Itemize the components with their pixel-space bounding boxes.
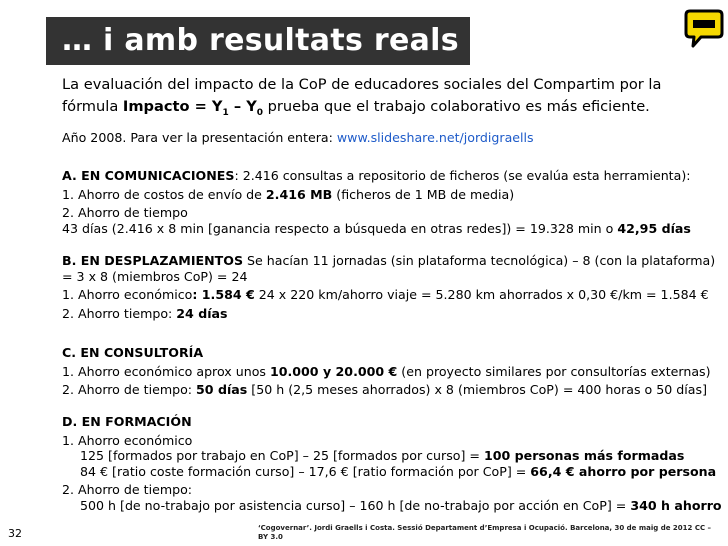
- intro-text: fórmula: [62, 98, 123, 115]
- footer-credit: ‘Cogovernar’. Jordi Graells i Costa. Sessió Departament d’Empresa i Ocupació. Barcelona, 30 de maig de 2012 CC – BY 3.0: [258, 524, 712, 541]
- section-d-heading: [62, 414, 722, 430]
- formula-subscript: 0: [256, 107, 264, 118]
- item-text: (en proyecto similares por consultorías externas): [397, 363, 711, 379]
- section-b-item-2: [62, 306, 715, 322]
- section-a-item-2: 2. Ahorro de tiempo: [62, 205, 188, 220]
- item-text: 1. Ahorro de costos de envío de: [62, 186, 266, 202]
- section-d-item-2: 2. Ahorro de tiempo:: [62, 482, 193, 497]
- speech-bubble-icon: [684, 8, 724, 50]
- slide-number: 32: [8, 527, 22, 540]
- section-c-heading: [62, 345, 711, 361]
- item-text: 1. Ahorro económico aprox unos: [62, 363, 270, 379]
- section-heading: D. EN FORMACIÓN: [62, 414, 192, 429]
- year-line: [62, 130, 534, 146]
- year-text: Año 2008. Para ver la presentación entera:: [62, 130, 337, 145]
- item-text: 2. Ahorro tiempo:: [62, 305, 177, 321]
- section-d-item-1-line-2: [62, 448, 722, 464]
- item-text: 125 [formados por trabajo en CoP] – 25 [formados por curso] =: [80, 448, 484, 463]
- section-b-heading: [62, 253, 715, 269]
- intro-line-2: [62, 96, 722, 124]
- section-d-item-1: 1. Ahorro económico: [62, 432, 193, 448]
- formula-part: – Y: [228, 98, 257, 115]
- formula: [122, 98, 264, 118]
- item-text: 24 x 220 km/ahorro viaje = 5.280 km ahorrados x 0,30 €/km = 1.584 €: [254, 287, 709, 302]
- item-value: 10.000 y 20.000 €: [269, 363, 398, 379]
- item-value: 66,4 € ahorro por persona: [530, 463, 717, 479]
- item-text: 1. Ahorro económico: [62, 287, 193, 302]
- item-text: 2. Ahorro de tiempo:: [62, 382, 197, 397]
- section-b-line-2: = 3 x 8 (miembros CoP) = 24: [62, 268, 248, 284]
- section-b: [62, 253, 715, 321]
- item-text: (ficheros de 1 MB de media): [332, 186, 515, 202]
- item-value: 2.416 MB: [265, 186, 333, 202]
- slideshare-link[interactable]: www.slideshare.net/jordigraells: [336, 130, 534, 145]
- section-a-item-1: [62, 187, 691, 203]
- section-c-item-1: [62, 364, 711, 380]
- item-text: 43 días (2.416 x 8 min [ganancia respecto a búsqueda en otras redes]) = 19.328 min o: [62, 220, 618, 236]
- item-value: 100 personas más formadas: [483, 448, 685, 463]
- slide-title: … i amb resultats reals ;-): [62, 23, 509, 58]
- item-text: 500 h [de no-trabajo por asistencia curso] – 160 h [de no-trabajo por acción en CoP] =: [80, 497, 631, 513]
- section-heading: B. EN DESPLAZAMIENTOS: [62, 253, 244, 268]
- formula-subscript: 1: [222, 107, 229, 118]
- section-b-item-1: [62, 287, 715, 303]
- item-text: [50 h (2,5 meses ahorrados) x 8 (miembros CoP) = 400 horas o 50 días]: [247, 382, 707, 397]
- section-text: : 2.416 consultas a repositorio de ficheros (se evalúa esta herramienta):: [234, 168, 691, 183]
- intro-line-1: La evaluación del impacto de la CoP de educadores sociales del Compartim por la: [62, 76, 662, 93]
- section-heading: A. EN COMUNICACIONES: [62, 168, 235, 183]
- section-c-item-2: [62, 382, 711, 398]
- section-a-heading: [62, 168, 691, 184]
- section-text: Se hacían 11 jornadas (sin plataforma tecnológica) – 8 (con la plataforma): [243, 253, 716, 268]
- item-value: 24 días: [176, 305, 228, 321]
- section-d: [62, 414, 722, 513]
- section-c: [62, 345, 711, 398]
- section-heading: C. EN CONSULTORÍA: [62, 345, 204, 360]
- item-value: 42,95 días: [617, 220, 691, 236]
- section-a: [62, 168, 691, 236]
- item-text: 84 € [ratio coste formación curso] – 17,6 € [ratio formación por CoP] =: [80, 463, 531, 479]
- intro-paragraph: [62, 74, 722, 124]
- intro-text: prueba que el trabajo colaborativo es más eficiente.: [263, 98, 650, 115]
- section-d-item-2-line-2: [62, 498, 722, 514]
- formula-part: Impacto = Y: [122, 98, 223, 115]
- section-a-item-2-detail: [62, 221, 691, 237]
- item-value: : 1.584 €: [192, 287, 255, 302]
- item-value: 340 h ahorro: [630, 497, 722, 513]
- section-d-item-1-line-3: [62, 464, 722, 480]
- item-value: 50 días: [196, 382, 248, 397]
